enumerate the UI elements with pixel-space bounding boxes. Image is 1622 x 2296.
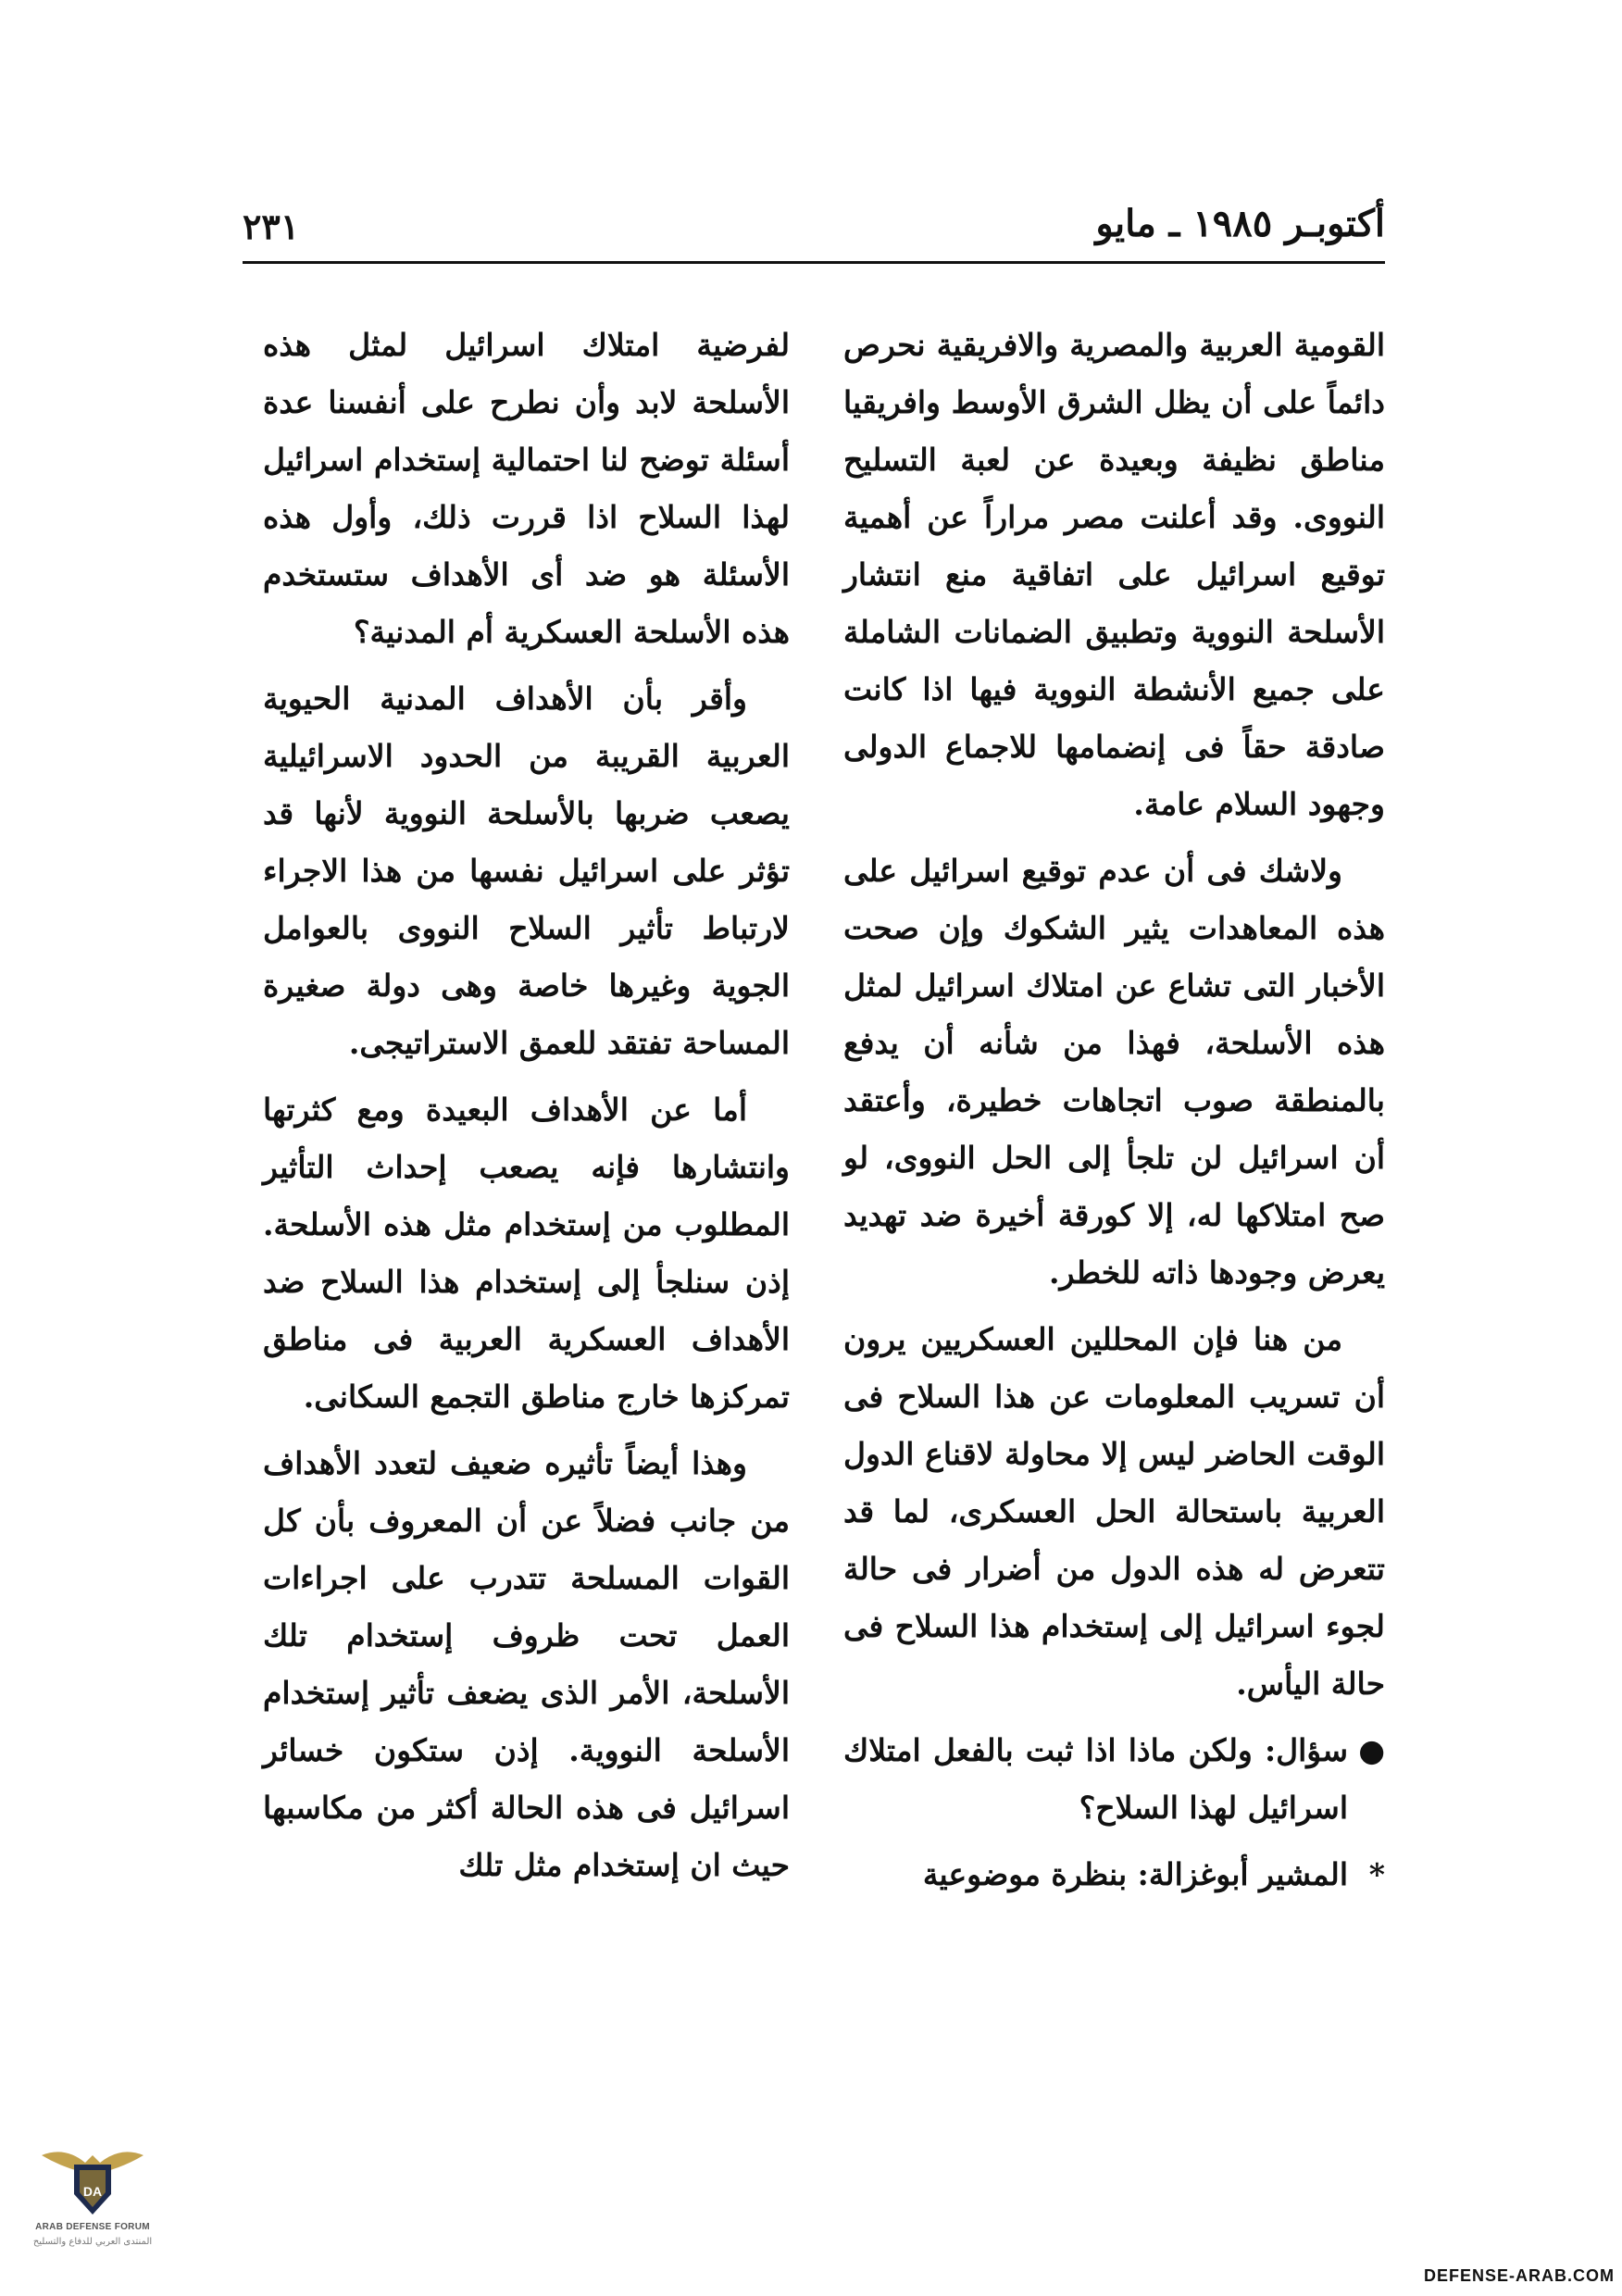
logo-initials: DA [82, 2184, 103, 2199]
paragraph: وهذا أيضاً تأثيره ضعيف لتعدد الأهداف من جانب فضلاً عن أن المعروف بأن كل القوات المسلحة تتدرب على اجراءات العمل تحت ظروف إستخدام تلك الأسلحة، الأمر الذى يضعف تأثير إستخدام الأسلحة النووية. إذن ستكون خسائر اسرائيل فى هذه الحالة أكثر من مكاسبها حيث ان إستخدام مثل تلك [263, 1445, 790, 1883]
asterisk-icon: * [1368, 1856, 1385, 1892]
site-watermark: DEFENSE-ARAB.COM [1423, 2266, 1615, 2285]
paragraph: القومية العربية والمصرية والافريقية نحرص دائماً على أن يظل الشرق الأوسط وافريقيا مناطق نظيفة وبعيدة عن لعبة التسليح النووى. وقد أعلنت مصر مراراً عن أهمية توقيع اسرائيل على اتفاقية منع انتشار الأسلحة النووية وتطبيق الضمانات الشاملة على جميع الأنشطة النووية فيها اذا كانت صادقة حقاً فى إنضمامها للاجماع الدولى وجهود السلام عامة. [843, 327, 1385, 822]
header-rule [243, 261, 1385, 264]
paragraph: من هنا فإن المحللين العسكريين يرون أن تسريب المعلومات عن هذا السلاح فى الوقت الحاضر ليس إلا محاولة لاقناع الدول العربية باستحالة الحل العسكرى، لما قد تتعرض له هذه الدول من أضرار فى حالة لجوء اسرائيل إلى إستخدام هذا السلاح فى حالة اليأس. [843, 1321, 1385, 1702]
right-column [843, 317, 1385, 1913]
question-text: سؤال: ولكن ماذا اذا ثبت بالفعل امتلاك اسرائيل لهذا السلاح؟ [843, 1732, 1348, 1826]
eagle-shield-icon [37, 2118, 148, 2229]
left-column [263, 317, 790, 1903]
answer-text: المشير أبوغزالة: بنظرة موضوعية [922, 1856, 1348, 1892]
interview-answer [843, 1846, 1385, 1903]
page-number: ٢٣١ [243, 206, 300, 247]
paragraph: أما عن الأهداف البعيدة ومع كثرتها وانتشارها فإنه يصعب إحداث التأثير المطلوب من إستخدام مثل هذه الأسلحة. إذن سنلجأ إلى إستخدام هذا السلاح ضد الأهداف العسكرية العربية فى مناطق تمركزها خارج مناطق التجمع السكانى. [263, 1092, 790, 1415]
paragraph: لفرضية امتلاك اسرائيل لمثل هذه الأسلحة لابد وأن نطرح على أنفسنا عدة أسئلة توضح لنا احتمالية إستخدام اسرائيل لهذا السلاح اذا قررت ذلك، وأول هذه الأسئلة هو ضد أى الأهداف ستستخدم هذه الأسلحة العسكرية أم المدنية؟ [263, 327, 790, 650]
paragraph: ولاشك فى أن عدم توقيع اسرائيل على هذه المعاهدات يثير الشكوك وإن صحت الأخبار التى تشاع عن امتلاك اسرائيل لمثل هذه الأسلحة، فهذا من شأنه أن يدفع بالمنطقة صوب اتجاهات خطيرة، وأعتقد أن اسرائيل لن تلجأ إلى الحل النووى، لو صح امتلاكها له، إلا كورقة أخيرة ضد تهديد يعرض وجودها ذاته للخطر. [843, 853, 1385, 1291]
issue-date: أكتوبـر ١٩٨٥ ـ مايو [1095, 202, 1385, 245]
forum-logo [19, 2118, 167, 2285]
interview-question [843, 1722, 1385, 1837]
logo-name-ar: المنتدى العربي للدفاع والتسليح [32, 2237, 153, 2247]
logo-name-en: ARAB DEFENSE FORUM [35, 2222, 150, 2232]
paragraph: وأقر بأن الأهداف المدنية الحيوية العربية القريبة من الحدود الاسرائيلية يصعب ضربها بالأسلحة النووية لأنها قد تؤثر على اسرائيل نفسها من هذا الاجراء لارتباط تأثير السلاح النووى بالعوامل الجوية وغيرها خاصة وهى دولة صغيرة المساحة تفتقد للعمق الاستراتيجى. [263, 680, 790, 1061]
page-header [243, 202, 1385, 267]
bullet-icon: ● [1358, 1732, 1385, 1768]
